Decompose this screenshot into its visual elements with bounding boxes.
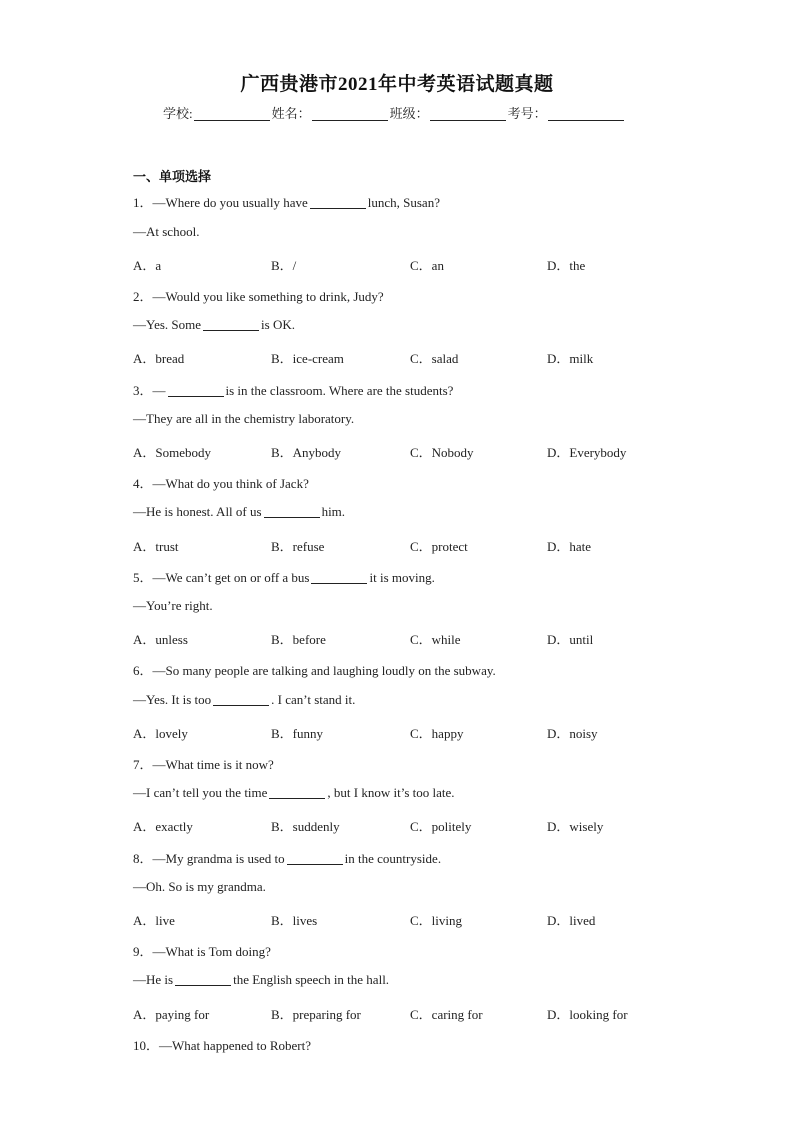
reply-text-after: the English speech in the hall. xyxy=(233,972,390,987)
reply-5: —You’re right. xyxy=(133,598,213,613)
name-label: 姓名： xyxy=(271,106,311,121)
student-info-row xyxy=(163,103,626,122)
question-text: — xyxy=(152,383,166,398)
answer-blank xyxy=(168,395,224,397)
answer-blank xyxy=(287,863,343,865)
question-number: 5． xyxy=(133,570,153,585)
reply-text: —Yes. It is too xyxy=(133,692,212,707)
reply-text-after: him. xyxy=(321,504,346,519)
option-b: B．refuse xyxy=(271,539,325,554)
option-a: A．trust xyxy=(133,539,179,554)
option-a: A．lovely xyxy=(133,726,188,741)
option-a: A．paying for xyxy=(133,1007,210,1022)
number-blank[interactable] xyxy=(548,119,624,121)
question-text: —Would you like something to drink, Judy? xyxy=(152,289,384,304)
option-a: A．a xyxy=(133,258,162,273)
option-c: C．while xyxy=(410,632,461,647)
option-b: B．preparing for xyxy=(271,1007,361,1022)
reply-3: —They are all in the chemistry laboratory. xyxy=(133,411,355,426)
option-d: D．lived xyxy=(547,913,596,928)
option-c: C．happy xyxy=(410,726,464,741)
reply-9 xyxy=(133,972,389,988)
reply-7 xyxy=(133,785,455,801)
option-d: D．Everybody xyxy=(547,445,627,460)
class-label: 班级： xyxy=(389,106,429,121)
question-2 xyxy=(133,286,384,305)
question-text-after: is in the classroom. Where are the students? xyxy=(225,383,454,398)
option-b: B．before xyxy=(271,632,326,647)
reply-2 xyxy=(133,317,295,333)
question-number: 3． xyxy=(133,383,153,398)
option-c: C．caring for xyxy=(410,1007,483,1022)
option-a: A．unless xyxy=(133,632,188,647)
question-number: 6． xyxy=(133,663,153,678)
reply-text-after: , but I know it’s too late. xyxy=(327,785,455,800)
question-text: —So many people are talking and laughing loudly on the subway. xyxy=(152,663,496,678)
reply-8: —Oh. So is my grandma. xyxy=(133,879,266,894)
number-label: 考号： xyxy=(507,106,547,121)
option-d: D．hate xyxy=(547,539,592,554)
reply-text: —Yes. Some xyxy=(133,317,202,332)
reply-text-after: is OK. xyxy=(261,317,295,332)
question-number: 7． xyxy=(133,757,153,772)
option-d: D．noisy xyxy=(547,726,598,741)
reply-4 xyxy=(133,504,345,520)
answer-blank xyxy=(311,582,367,584)
school-label: 学校: xyxy=(163,106,193,121)
reply-6 xyxy=(133,692,355,708)
name-blank[interactable] xyxy=(312,119,388,121)
answer-blank xyxy=(213,704,269,706)
question-text: —We can’t get on or off a bus xyxy=(152,570,310,585)
option-a: A．exactly xyxy=(133,819,193,834)
question-text: —What time is it now? xyxy=(152,757,274,772)
question-1 xyxy=(133,192,440,211)
class-blank[interactable] xyxy=(430,119,506,121)
option-a: A．Somebody xyxy=(133,445,212,460)
question-number: 1． xyxy=(133,195,153,210)
question-8 xyxy=(133,848,441,867)
option-b: B．Anybody xyxy=(271,445,342,460)
question-text: —My grandma is used to xyxy=(152,851,285,866)
option-b: B．suddenly xyxy=(271,819,340,834)
question-number: 4． xyxy=(133,476,153,491)
option-c: C．protect xyxy=(410,539,468,554)
option-b: B．funny xyxy=(271,726,324,741)
school-blank[interactable] xyxy=(194,119,270,121)
reply-1: —At school. xyxy=(133,224,200,239)
question-5 xyxy=(133,567,435,586)
option-c: C．living xyxy=(410,913,463,928)
question-text-after: lunch, Susan? xyxy=(367,195,440,210)
question-text: —What happened to Robert? xyxy=(159,1038,311,1053)
answer-blank xyxy=(269,797,325,799)
question-10 xyxy=(133,1035,311,1054)
question-3 xyxy=(133,380,453,399)
reply-text-after: . I can’t stand it. xyxy=(271,692,356,707)
question-number: 8． xyxy=(133,851,153,866)
option-c: C．salad xyxy=(410,351,459,366)
question-number: 10． xyxy=(133,1038,160,1053)
option-c: C．Nobody xyxy=(410,445,474,460)
option-a: A．live xyxy=(133,913,175,928)
option-d: D．until xyxy=(547,632,594,647)
question-number: 2． xyxy=(133,289,153,304)
question-text: —What do you think of Jack? xyxy=(152,476,309,491)
answer-blank xyxy=(203,329,259,331)
question-number: 9． xyxy=(133,944,153,959)
section-heading: 一、单项选择 xyxy=(133,169,212,184)
option-b: B．/ xyxy=(271,258,297,273)
option-d: D．milk xyxy=(547,351,594,366)
question-4 xyxy=(133,473,309,492)
option-d: D．looking for xyxy=(547,1007,628,1022)
option-b: B．lives xyxy=(271,913,318,928)
page-title: 广西贵港市2021年中考英语试题真题 xyxy=(240,74,554,95)
question-6 xyxy=(133,660,496,679)
answer-blank xyxy=(264,516,320,518)
option-a: A．bread xyxy=(133,351,185,366)
question-text: —What is Tom doing? xyxy=(152,944,271,959)
question-9 xyxy=(133,941,271,960)
reply-text: —He is honest. All of us xyxy=(133,504,262,519)
reply-text: —I can’t tell you the time xyxy=(133,785,268,800)
question-text: —Where do you usually have xyxy=(152,195,308,210)
question-text-after: it is moving. xyxy=(369,570,435,585)
option-d: D．the xyxy=(547,258,586,273)
answer-blank xyxy=(175,984,231,986)
reply-text: —He is xyxy=(133,972,174,987)
question-text-after: in the countryside. xyxy=(344,851,442,866)
option-b: B．ice-cream xyxy=(271,351,344,366)
option-d: D．wisely xyxy=(547,819,604,834)
option-c: C．an xyxy=(410,258,444,273)
question-7 xyxy=(133,754,274,773)
option-c: C．politely xyxy=(410,819,472,834)
answer-blank xyxy=(310,207,366,209)
